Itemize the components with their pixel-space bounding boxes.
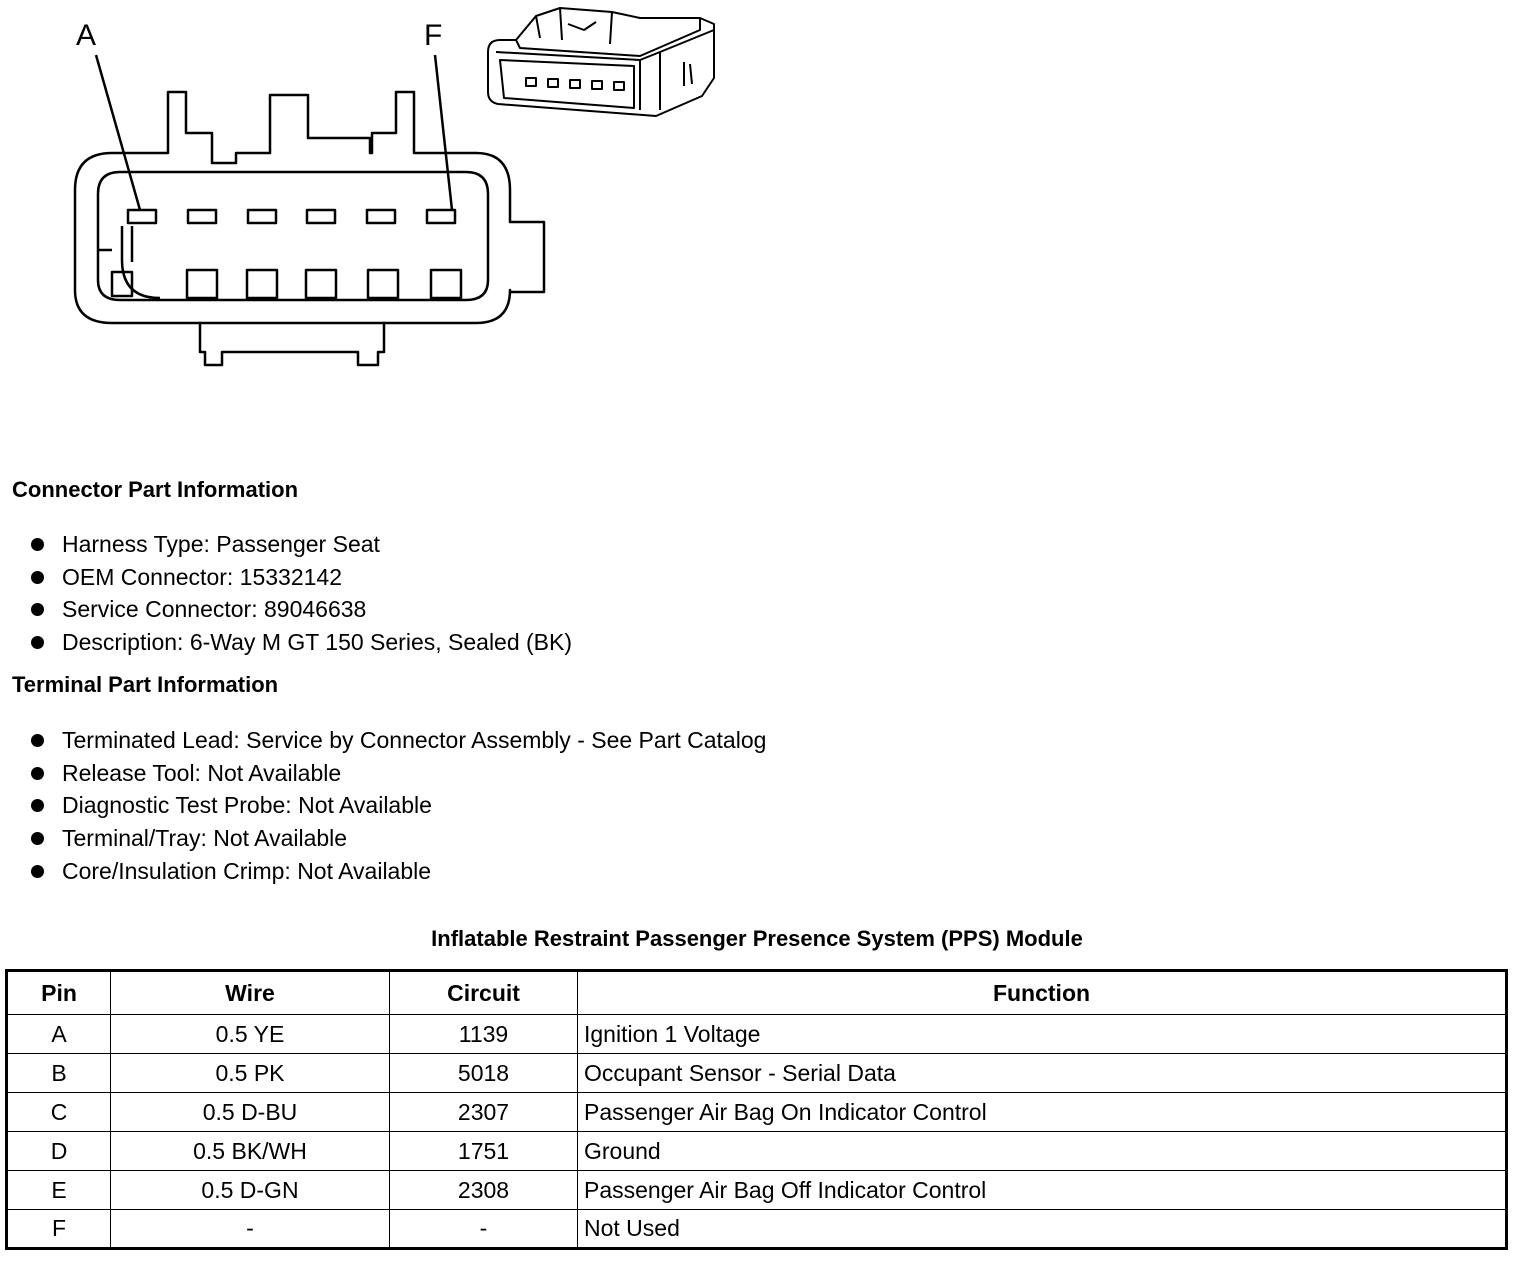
bullet-icon — [31, 799, 44, 812]
bullet-icon — [31, 734, 44, 747]
wire-cell: - — [111, 1210, 390, 1249]
connector-inner-cavity — [98, 172, 488, 300]
pin-cell: E — [7, 1171, 111, 1210]
connector-thumbnail — [488, 8, 714, 116]
table-row — [7, 1132, 1507, 1171]
lower-cavity-3 — [306, 270, 336, 298]
lower-cavity-2 — [247, 270, 277, 298]
bullet-icon — [31, 636, 44, 649]
list-item: Core/Insulation Crimp: Not Available — [28, 855, 766, 888]
table-row — [7, 1093, 1507, 1132]
function-cell: Occupant Sensor - Serial Data — [578, 1054, 1507, 1093]
column-header-wire: Wire — [111, 971, 390, 1015]
bullet-icon — [31, 865, 44, 878]
column-header-function: Function — [578, 971, 1507, 1015]
bullet-icon — [31, 571, 44, 584]
circuit-cell: 5018 — [390, 1054, 578, 1093]
terminal-cavity-c — [248, 210, 276, 223]
connector-bottom-latch — [200, 323, 384, 365]
terminal-cavity-b — [188, 210, 216, 223]
lower-cavity-4 — [368, 270, 398, 298]
terminal-cavity-a — [128, 210, 156, 223]
pin-cell: D — [7, 1132, 111, 1171]
function-cell: Ground — [578, 1132, 1507, 1171]
leader-line-f — [435, 55, 452, 210]
lower-cavity-5 — [431, 270, 461, 298]
pin-cell: B — [7, 1054, 111, 1093]
table-title: Inflatable Restraint Passenger Presence System (PPS) Module — [431, 926, 1083, 951]
bullet-icon — [31, 767, 44, 780]
table-row — [7, 1210, 1507, 1249]
terminal-cavity-e — [367, 210, 395, 223]
pin-table — [5, 969, 1508, 1250]
connector-key-rib — [122, 226, 160, 298]
circuit-cell: 2308 — [390, 1171, 578, 1210]
circuit-cell: 1751 — [390, 1132, 578, 1171]
list-item: Terminated Lead: Service by Connector Assembly - See Part Catalog — [28, 724, 766, 757]
terminal-info-heading: Terminal Part Information — [12, 672, 279, 697]
circuit-cell: 1139 — [390, 1015, 578, 1054]
wire-cell: 0.5 PK — [111, 1054, 390, 1093]
pin-cell: F — [7, 1210, 111, 1249]
function-cell: Passenger Air Bag Off Indicator Control — [578, 1171, 1507, 1210]
table-row — [7, 1015, 1507, 1054]
function-cell: Passenger Air Bag On Indicator Control — [578, 1093, 1507, 1132]
connector-info-heading: Connector Part Information — [12, 477, 299, 502]
wire-cell: 0.5 D-GN — [111, 1171, 390, 1210]
list-item: Service Connector: 89046638 — [28, 593, 572, 626]
terminal-info-list — [28, 724, 766, 887]
bullet-icon — [31, 832, 44, 845]
list-item: Description: 6-Way M GT 150 Series, Sealed (BK) — [28, 626, 572, 659]
list-item: Terminal/Tray: Not Available — [28, 822, 766, 855]
terminal-cavity-d — [307, 210, 335, 223]
connector-info-list — [28, 528, 572, 659]
wire-cell: 0.5 BK/WH — [111, 1132, 390, 1171]
table-row — [7, 1054, 1507, 1093]
connector-diagram — [0, 0, 760, 400]
function-cell: Ignition 1 Voltage — [578, 1015, 1507, 1054]
wire-cell: 0.5 D-BU — [111, 1093, 390, 1132]
bullet-icon — [31, 538, 44, 551]
connector-housing-outline — [75, 92, 544, 323]
function-cell: Not Used — [578, 1210, 1507, 1249]
list-item: Release Tool: Not Available — [28, 757, 766, 790]
pin-cell: A — [7, 1015, 111, 1054]
column-header-circuit: Circuit — [390, 971, 578, 1015]
table-row — [7, 1171, 1507, 1210]
column-header-pin: Pin — [7, 971, 111, 1015]
bullet-icon — [31, 603, 44, 616]
lower-cavity-1 — [187, 270, 217, 298]
list-item: Harness Type: Passenger Seat — [28, 528, 572, 561]
pin-label-f: F — [424, 19, 443, 52]
leader-line-a — [96, 55, 140, 210]
terminal-cavity-f — [427, 210, 455, 223]
table-header-row — [7, 971, 1507, 1015]
wire-cell: 0.5 YE — [111, 1015, 390, 1054]
pin-cell: C — [7, 1093, 111, 1132]
circuit-cell: 2307 — [390, 1093, 578, 1132]
pin-label-a: A — [76, 19, 97, 52]
list-item: Diagnostic Test Probe: Not Available — [28, 789, 766, 822]
list-item: OEM Connector: 15332142 — [28, 561, 572, 594]
circuit-cell: - — [390, 1210, 578, 1249]
